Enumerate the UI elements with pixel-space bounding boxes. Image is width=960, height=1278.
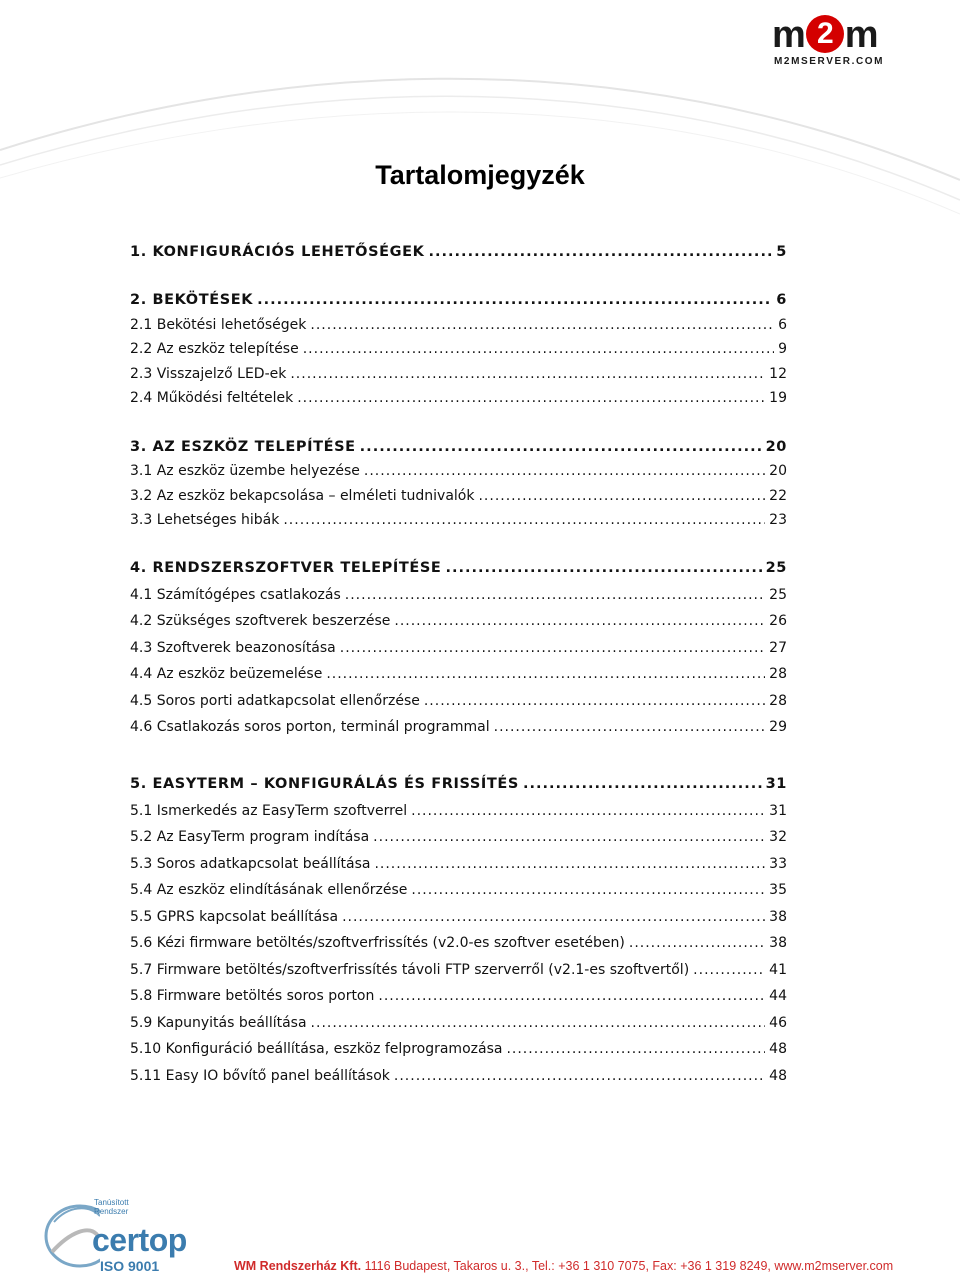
toc-page-number: 33 <box>769 856 787 872</box>
toc-dot-leader <box>283 512 765 528</box>
toc-entry-label: 5.10 Konfiguráció beállítása, eszköz felprogramozása <box>130 1041 503 1057</box>
toc-section-entry[interactable] <box>130 341 787 357</box>
toc-page-number: 25 <box>765 560 787 576</box>
toc-entry-label: 3.2 Az eszköz bekapcsolása – elméleti tudnivalók <box>130 488 475 504</box>
toc-dot-leader <box>523 776 762 792</box>
toc-dot-leader <box>629 935 765 951</box>
toc-entry-label: 4. RENDSZERSZOFTVER TELEPÍTÉSE <box>130 560 442 576</box>
toc-dot-leader <box>374 856 765 872</box>
toc-dot-leader <box>297 390 765 406</box>
company-name: WM Rendszerház Kft. <box>234 1259 362 1273</box>
toc-section-entry[interactable] <box>130 719 787 735</box>
toc-section-entry[interactable] <box>130 366 787 382</box>
toc-section-entry[interactable] <box>130 962 787 978</box>
toc-section-entry[interactable] <box>130 988 787 1004</box>
toc-page-number: 19 <box>769 390 787 406</box>
toc-entry-label: 5.11 Easy IO bővítő panel beállítások <box>130 1068 390 1084</box>
toc-dot-leader <box>303 341 774 357</box>
toc-page-number: 48 <box>769 1041 787 1057</box>
toc-section-entry[interactable] <box>130 803 787 819</box>
logo-mark <box>772 12 878 58</box>
toc-page-number: 28 <box>769 666 787 682</box>
certop-name: certop <box>92 1222 187 1258</box>
certop-iso-logo <box>40 1192 190 1276</box>
toc-page-number: 9 <box>778 341 787 357</box>
toc-chapter-entry[interactable] <box>130 439 787 455</box>
m2m-logo <box>770 12 912 68</box>
toc-section-entry[interactable] <box>130 512 787 528</box>
toc-entry-label: 4.3 Szoftverek beazonosítása <box>130 640 336 656</box>
toc-dot-leader <box>394 613 765 629</box>
toc-dot-leader <box>342 909 765 925</box>
toc-page-number: 28 <box>769 693 787 709</box>
toc-entry-label: 5.5 GPRS kapcsolat beállítása <box>130 909 339 925</box>
toc-dot-leader <box>478 488 765 504</box>
toc-dot-leader <box>429 244 773 260</box>
toc-entry-label: 5.4 Az eszköz elindításának ellenőrzése <box>130 882 408 898</box>
logo-m-left: m <box>772 14 805 56</box>
toc-dot-leader <box>506 1041 765 1057</box>
toc-dot-leader <box>373 829 765 845</box>
toc-chapter-entry[interactable] <box>130 244 787 260</box>
certop-tagline-line1: Tanúsított <box>94 1198 129 1207</box>
toc-page-number: 23 <box>769 512 787 528</box>
toc-dot-leader <box>411 803 765 819</box>
toc-dot-leader <box>378 988 765 1004</box>
toc-entry-label: 2.3 Visszajelző LED-ek <box>130 366 287 382</box>
toc-page-number: 12 <box>769 366 787 382</box>
toc-section-entry[interactable] <box>130 882 787 898</box>
toc-dot-leader <box>311 1015 766 1031</box>
toc-entry-label: 5. EASYTERM – KONFIGURÁLÁS ÉS FRISSÍTÉS <box>130 776 519 792</box>
toc-entry-label: 3.1 Az eszköz üzembe helyezése <box>130 463 360 479</box>
toc-section-entry[interactable] <box>130 1015 787 1031</box>
toc-section-entry[interactable] <box>130 935 787 951</box>
toc-chapter-entry[interactable] <box>130 560 787 576</box>
toc-page-number: 20 <box>765 439 787 455</box>
toc-section-entry[interactable] <box>130 1041 787 1057</box>
iso-label: ISO 9001 <box>100 1258 160 1274</box>
toc-chapter-entry[interactable] <box>130 292 787 308</box>
toc-entry-label: 2.2 Az eszköz telepítése <box>130 341 299 357</box>
toc-dot-leader <box>310 317 774 333</box>
toc-entry-label: 4.2 Szükséges szoftverek beszerzése <box>130 613 391 629</box>
page-title: Tartalomjegyzék <box>375 160 585 190</box>
toc-entry-label: 5.6 Kézi firmware betöltés/szoftverfrissítés (v2.0-es szoftver esetében) <box>130 935 625 951</box>
toc-entry-label: 5.2 Az EasyTerm program indítása <box>130 829 370 845</box>
toc-dot-leader <box>326 666 765 682</box>
toc-section-entry[interactable] <box>130 909 787 925</box>
certop-tagline <box>94 1198 129 1216</box>
toc-entry-label: 1. KONFIGURÁCIÓS LEHETŐSÉGEK <box>130 244 425 260</box>
footer <box>0 1180 960 1278</box>
toc-entry-label: 2.1 Bekötési lehetőségek <box>130 317 307 333</box>
toc-page-number: 44 <box>769 988 787 1004</box>
toc-page-number: 5 <box>776 244 787 260</box>
toc-entry-label: 4.5 Soros porti adatkapcsolat ellenőrzése <box>130 693 420 709</box>
toc-page-number: 26 <box>769 613 787 629</box>
toc-section-entry[interactable] <box>130 390 787 406</box>
toc-section-entry[interactable] <box>130 1068 787 1084</box>
toc-section-entry[interactable] <box>130 613 787 629</box>
toc-section-entry[interactable] <box>130 317 787 333</box>
logo-two: 2 <box>806 15 844 53</box>
toc-page-number: 38 <box>769 935 787 951</box>
toc-entry-label: 4.4 Az eszköz beüzemelése <box>130 666 323 682</box>
toc-dot-leader <box>394 1068 765 1084</box>
toc-section-entry[interactable] <box>130 693 787 709</box>
toc-page-number: 32 <box>769 829 787 845</box>
toc-section-entry[interactable] <box>130 488 787 504</box>
toc-entry-label: 2. BEKÖTÉSEK <box>130 292 254 308</box>
toc-page-number: 22 <box>769 488 787 504</box>
toc-page-number: 46 <box>769 1015 787 1031</box>
toc-section-entry[interactable] <box>130 666 787 682</box>
toc-entry-label: 5.9 Kapunyitás beállítása <box>130 1015 307 1031</box>
toc-entry-label: 5.3 Soros adatkapcsolat beállítása <box>130 856 371 872</box>
toc-dot-leader <box>445 560 761 576</box>
toc-section-entry[interactable] <box>130 587 787 603</box>
logo-subtitle: M2MSERVER.COM <box>774 56 885 67</box>
toc-dot-leader <box>257 292 772 308</box>
toc-entry-label: 3. AZ ESZKÖZ TELEPÍTÉSE <box>130 439 356 455</box>
toc-page-number: 6 <box>776 292 787 308</box>
toc-entry-label: 5.8 Firmware betöltés soros porton <box>130 988 375 1004</box>
toc-page-number: 25 <box>769 587 787 603</box>
toc-page-number: 38 <box>769 909 787 925</box>
certop-swirl-icon <box>40 1192 100 1272</box>
toc-section-entry[interactable] <box>130 463 787 479</box>
toc-page-number: 31 <box>769 803 787 819</box>
toc-dot-leader <box>693 962 765 978</box>
company-contact <box>234 1259 893 1273</box>
contact-details: 1116 Budapest, Takaros u. 3., Tel.: +36 1 310 7075, Fax: +36 1 319 8249, www.m2mserver.com <box>364 1259 894 1273</box>
toc-section-entry[interactable] <box>130 829 787 845</box>
toc-entry-label: 4.6 Csatlakozás soros porton, terminál programmal <box>130 719 490 735</box>
toc-entry-label: 5.7 Firmware betöltés/szoftverfrissítés távoli FTP szerverről (v2.1-es szoftvertől) <box>130 962 690 978</box>
toc-page-number: 27 <box>769 640 787 656</box>
toc-dot-leader <box>340 640 765 656</box>
toc-dot-leader <box>345 587 765 603</box>
toc-dot-leader <box>360 439 762 455</box>
toc-dot-leader <box>424 693 765 709</box>
toc-dot-leader <box>494 719 766 735</box>
toc-entry-label: 3.3 Lehetséges hibák <box>130 512 280 528</box>
toc-dot-leader <box>411 882 765 898</box>
toc-entry-label: 5.1 Ismerkedés az EasyTerm szoftverrel <box>130 803 408 819</box>
toc-page-number: 35 <box>769 882 787 898</box>
toc-chapter-entry[interactable] <box>130 776 787 792</box>
toc-page-number: 31 <box>765 776 787 792</box>
toc-section-entry[interactable] <box>130 640 787 656</box>
toc-dot-leader <box>290 366 765 382</box>
toc-section-entry[interactable] <box>130 856 787 872</box>
logo-m-right: m <box>844 14 878 56</box>
toc-page-number: 29 <box>769 719 787 735</box>
toc-entry-label: 2.4 Működési feltételek <box>130 390 294 406</box>
toc-page-number: 6 <box>778 317 787 333</box>
toc-page-number: 48 <box>769 1068 787 1084</box>
certop-tagline-line2: Rendszer <box>94 1207 129 1216</box>
toc-page-number: 20 <box>769 463 787 479</box>
toc-entry-label: 4.1 Számítógépes csatlakozás <box>130 587 341 603</box>
toc-dot-leader <box>364 463 765 479</box>
toc-page-number: 41 <box>769 962 787 978</box>
